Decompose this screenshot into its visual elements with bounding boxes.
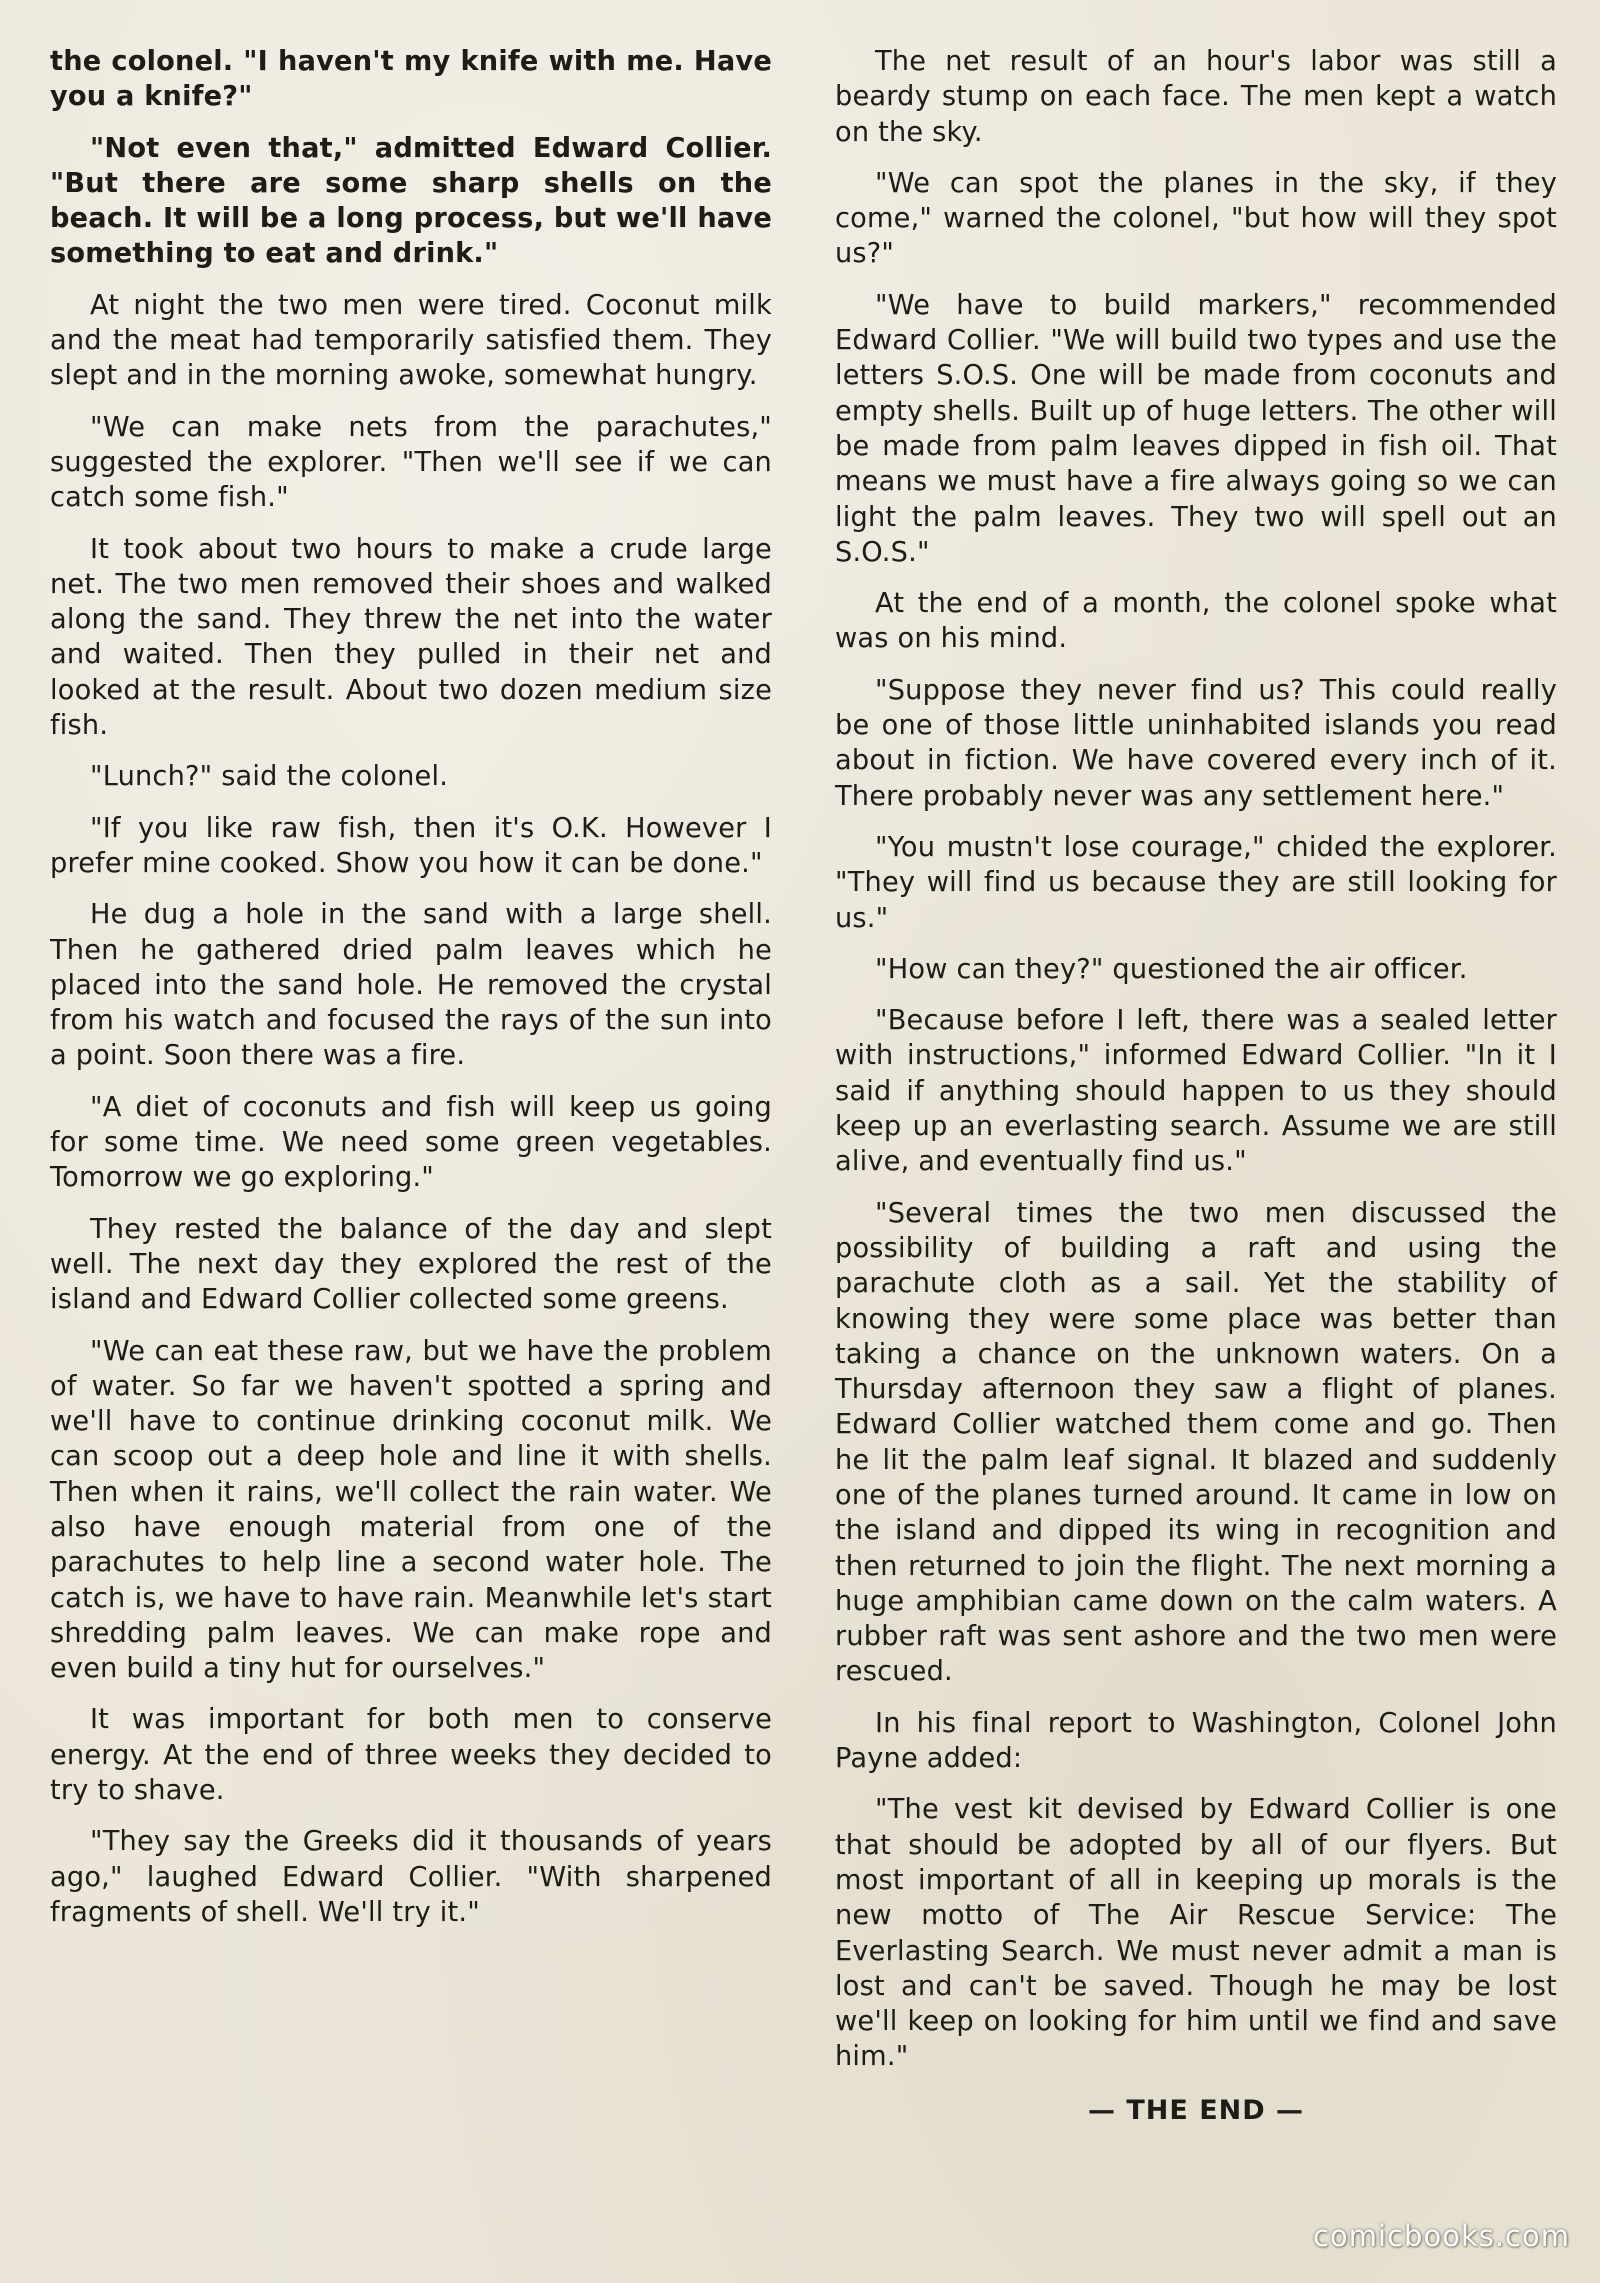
paragraph: "You mustn't lose courage," chided the explorer. "They will find us because they are still looking for us."	[835, 831, 1557, 934]
the-end-label: — THE END —	[1087, 2094, 1305, 2126]
paragraph: the colonel. "I haven't my knife with me. Have you a knife?"	[50, 46, 772, 113]
paragraph: The net result of an hour's labor was still a beardy stump on each face. The men kept a watch on the sky.	[835, 46, 1557, 148]
paragraph: "Lunch?" said the colonel.	[90, 761, 449, 793]
paragraph: "We can make nets from the parachutes," suggested the explorer. "Then we'll see if we can catch some fish."	[50, 411, 772, 514]
paragraph: In his final report to Washington, Colonel John Payne added:	[835, 1707, 1557, 1775]
paragraph: It was important for both men to conserve energy. At the end of three weeks they decided to try to shave.	[50, 1704, 772, 1807]
paragraph: "How can they?" questioned the air officer.	[875, 953, 1468, 985]
paragraph: "We can spot the planes in the sky, if they come," warned the colonel, "but how will they spot us?"	[835, 167, 1557, 270]
paragraph: "Suppose they never find us? This could really be one of those little uninhabited islands you read about in fiction. We have covered every inch of it. There probably never was any settlement here."	[835, 674, 1557, 812]
paragraph: At night the two men were tired. Coconut milk and the meat had temporarily satisfied them. They slept and in the morning awoke, somewhat hungry.	[50, 289, 772, 392]
paragraph: "They say the Greeks did it thousands of years ago," laughed Edward Collier. "With sharpened fragments of shell. We'll try it."	[50, 1826, 772, 1928]
paragraph: At the end of a month, the colonel spoke what was on his mind.	[835, 588, 1557, 655]
paragraph: "A diet of coconuts and fish will keep us going for some time. We need some green vegetables. Tomorrow we go exploring."	[50, 1091, 772, 1194]
paragraph: "We can eat these raw, but we have the problem of water. So far we haven't spotted a spring and we'll have to continue drinking coconut milk. We can scoop out a deep hole and line it with shells. Then when it rains, we'll collect the rain water. We also have enough material from one of the parachutes to help line a second water hole. The catch is, we have to have rain. Meanwhile let's start shredding palm leaves. We can make rope and even build a tiny hut for ourselves."	[50, 1335, 772, 1685]
paragraph: He dug a hole in the sand with a large shell. Then he gathered dried palm leaves which he placed into the sand hole. He removed the crystal from his watch and focused the rays of the sun into a point. Soon there was a fire.	[50, 899, 772, 1072]
paragraph: "We have to build markers," recommended Edward Collier. "We will build two types and use the letters S.O.S. One will be made from coconuts and empty shells. Built up of huge letters. The other will be made from palm leaves dipped in fish oil. That means we must have a fire always going so we can light the palm leaves. They two will spell out an S.O.S."	[835, 289, 1557, 568]
paragraph: "Not even that," admitted Edward Collier. "But there are some sharp shells on the beach. It will be a long process, but we'll have something to eat and drink."	[50, 132, 772, 270]
right-text-column	[835, 44, 1557, 2126]
paragraph: "Because before I left, there was a sealed letter with instructions," informed Edward Collier. "In it I said if anything should happen to us they should keep up an everlasting search. Assume we are still alive, and eventually find us."	[835, 1005, 1557, 1178]
paragraph: It took about two hours to make a crude large net. The two men removed their shoes and walked along the sand. They threw the net into the water and waited. Then they pulled in their net and looked at the result. About two dozen medium size fish.	[50, 533, 772, 742]
paragraph: "If you like raw fish, then it's O.K. However I prefer mine cooked. Show you how it can be done."	[50, 812, 772, 879]
left-text-column	[50, 44, 772, 1946]
paragraph: "The vest kit devised by Edward Collier is one that should be adopted by all of our flyers. But most important of all in keeping up morals is the new motto of The Air Rescue Service: The Everlasting Search. We must never admit a man is lost and can't be saved. Though he may be lost we'll keep on looking for him until we find and save him."	[835, 1794, 1557, 2073]
site-watermark: comicbooks.com	[1313, 2219, 1570, 2253]
paragraph: They rested the balance of the day and slept well. The next day they explored the rest of the island and Edward Collier collected some greens.	[50, 1213, 772, 1316]
paragraph: "Several times the two men discussed the possibility of building a raft and using the parachute cloth as a sail. Yet the stability of knowing they were some place was better than taking a chance on the unknown waters. On a Thursday afternoon they saw a flight of planes. Edward Collier watched them come and go. Then he lit the palm leaf signal. It blazed and suddenly one of the planes turned around. It came in low on the island and dipped its wing in recognition and then returned to join the flight. The next morning a huge amphibian came down on the calm waters. A rubber raft was sent ashore and the two men were rescued.	[835, 1197, 1557, 1688]
